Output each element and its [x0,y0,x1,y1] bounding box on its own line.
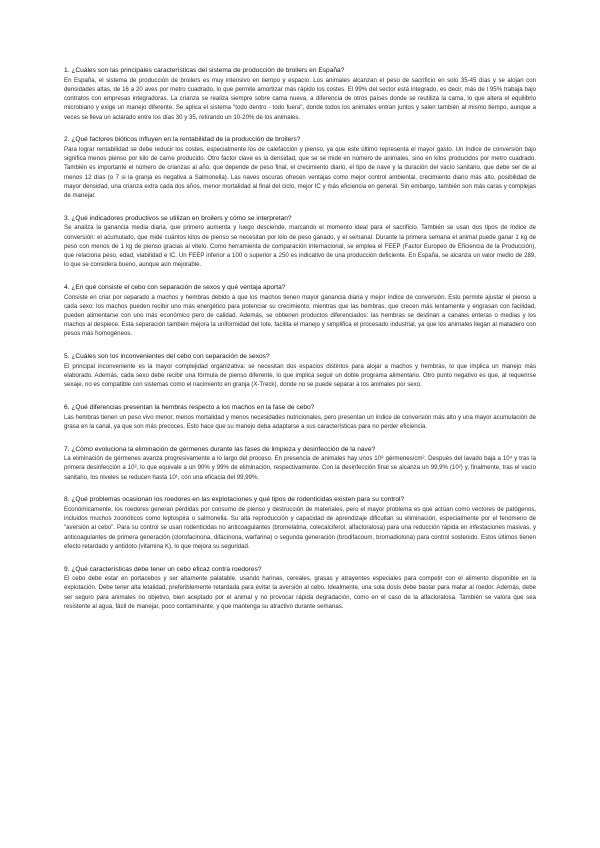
answer-paragraph: La eliminación de gérmenes avanza progresivamente a lo largo del proceso. En presencia de animales hay unos 10⁸ gérmenes/cm². Después del lavado baja a 10⁴ y tras la primera desinfección a 10³, lo que equivale a un 90% y 99% de eliminación, respectivamente. Con la desinfección final se alcanza un 99,9% (10²) y, finalmente, tras el vacío sanitario, los niveles se reducen hasta 10¹, con una eficacia del 99,99%. [64,455,536,481]
answer-paragraph: El cebo debe estar en portacebos y ser altamente palatable, usando harinas, cereales, grasas y atrayentes especiales para competir con el alimento disponible en la explotación. Debe tener alta letalidad, preferiblemente retardada para evitar la aversión al cebo. Idealmente, una sola dosis debe bastar para matar al roedor. Además, debe ser seguro para animales no objetivo, bien aceptado por el animal y no provocar rápida degradación, como en el caso de la alfacloralosa. También se valora que sea resistente al agua, fácil de manejar, poco contaminante, y que mantenga su atractivo durante semanas. [64,575,536,610]
answer-paragraph: Económicamente, los roedores generan pérdidas por consumo de pienso y destrucción de materiales, pero el mayor problema es que actúan como vectores de patógenos, incluidos muchos zoonóticos como leptospira o salmonella. Su alta reproducción y capacidad de aprendizaje dificultan su eliminación, especialmente por el fenómeno de "aversión al cebo". Para su control se usan rodenticidas no anticoagulantes (bromelatina, colecalciferol, alfacloralosa) para una reducción rápida en infestaciones masivas, y anticoagulantes de primera generación (clorofacinona, difacinona, warfarina) o segunda generación (brodifacoum, bromadiolona) para control sostenido. Estos últimos tienen efecto retardado y antídoto (vitamina K), lo que mejora su seguridad. [64,506,536,550]
question-block-8 [64,495,536,551]
question-heading: 2. ¿Qué factores bióticos influyen en la rentabilidad de la producción de broilers? [64,136,301,144]
question-block-6 [64,403,536,431]
answer-paragraph: Para lograr rentabilidad se debe reducir los costes, especialmente los de calefacción y pienso, ya que este último representa el mayor gasto. Un índice de conversión bajo significa menos pienso por kilo de carne producido. Otro factor clave es la densidad, que se se mide en número de animales, sino en kilos producidos por metro cuadrado. También es importante el número de crianzas al año, que depende de peso final, el crecimiento diario, el tipo de nave y la duración del vacío sanitario, que debe ser de al menos 12 días (o 7 si la granja es negativa a Salmonella). Las naves oscuras ofrecen ventajas como mejor control ambiental, crecimiento diario más alto, posibilidad de mayor densidad, una crianza extra cada dos años, menor mortalidad al final del ciclo, mejor IC y más eficiencia en general. Sin embargo, también son más caras y complejas de manejar. [64,145,536,199]
question-block-7 [64,445,536,482]
question-block-4 [64,283,536,339]
question-heading: 1. ¿Cuáles son las principales características del sistema de producción de broilers en España? [64,67,345,74]
answer-paragraph: Se analiza la ganancia media diaria, que primero aumenta y luego desciende, marcando el momento ideal para el sacrificio. También se usan dos tipos de índice de conversión: el acumulado, que mide cuántos kilos de pienso se necesitan por kilo de peso ganado, y el semanal. Durante la primera semana el animal puede ganar 1 kg de peso con menos de 1 kg de pienso gracias al vitelo. Como herramienta de comparación internacional, se emplea el FEEP (Factor Europeo de Eficiencia de la Producción), que relaciona peso, edad, viabilidad e IC. Un FEEP inferior a 100 o superior a 250 es indicativo de una producción deficiente. En España, se alcanza un valor medio de 289, lo que se considera bueno, aunque aún mejorable. [64,224,536,269]
question-block-2 [64,135,536,200]
answer-paragraph: El principal inconveniente es la mayor complejidad organizativa: se necesitan dos espacios distintos para alojar a machos y hembras, lo que implica un manejo más elaborado. Además, cada sexo debe recibir una fórmula de pienso diferente, lo que implica seguir un doble programa alimentario. Otro punto negativo es que, al requerirse sexaje, no es compatible con sistemas como el nacimiento en granja (X-Treck), donde no se puede separar a los animales por sexo. [64,362,536,389]
answer-paragraph: Las hembras tienen un peso vivo menor, menos mortalidad y menos necesidades nutricionales, pero presentan un índice de conversión más alto y una mayor acumulación de grasa en la canal, ya que son más precoces. Esto hace que su manejo deba adaptarse a sus características para no perder eficiencia. [64,413,536,430]
question-block-5 [64,352,536,389]
answer-paragraph: En España, el sistema de producción de broilers es muy intensivo en tiempo y espacio. Los animales alcanzan el peso de sacrificio en solo 35-45 días y se alojan con densidades altas, de 16 a 20 aves por metro cuadrado, lo que permite amortizar más rápido los costes. El 99% del sector está integrado, es decir, más de l 95% trabaja bajo contratos con empresas integradoras. La crianza se realiza siempre sobre cama nueva, a diferencia de otros países donde se reutiliza la cama, lo que altera el equilibrio microbiano y exige un manejo diferente. Se aplica el sistema "todo dentro - todo fuera", donde todos los animales entran juntos y salen también al mismo tiempo, aunque a veces se lleva un aclarado entre los días 30 y 35, retirando un 10-20% de los animales. [64,76,536,121]
question-heading: 5. ¿Cuáles son los inconvenientes del cebo con separación de sexos? [64,353,270,361]
question-heading: 8. ¿Qué problemas ocasionan los roedores en las explotaciones y qué tipos de rodenticidas existen para su control? [64,496,405,504]
question-heading: 9. ¿Qué características debe tener un cebo eficaz contra roedores? [64,565,262,573]
question-heading: 6. ¿Qué diferencias presentan la hembras respecto a los machos en la fase de cebo? [64,403,315,411]
question-heading: 4. ¿En qué consiste el cebo con separación de sexos y qué ventaja aporta? [64,283,286,291]
question-heading: 7. ¿Cómo evoluciona la eliminación de gérmenes durante las fases de limpieza y desinfección de la nave? [64,445,376,453]
question-heading: 3. ¿Qué indicadores productivos se utilizan en broilers y cómo se interpretan? [64,214,292,222]
question-block-1 [64,66,536,122]
question-block-9 [64,565,536,612]
answer-paragraph: Consiste en criar por separado a machos y hembras debido a que los machos tienen mayor ganancia diaria y mejor índice de conversión. Esto permite ajustar el pienso a cada sexo: los machos pueden recibir uno más energético para potenciar su crecimiento, mientras que las hembras, que crecen más lentamente y engrasan con facilidad, pueden alimentarse con uno más económico pero de calidad. Además, se obtienen productos diferenciados: las hembras se destinan a canales enteras o medias y los machos al despiece. Esta separación también mejora la uniformidad del lote, facilita el manejo y simplifica el procesado industrial, ya que los animales llegan al matadero con pesos más homogéneos. [64,293,536,338]
question-block-3 [64,214,536,270]
